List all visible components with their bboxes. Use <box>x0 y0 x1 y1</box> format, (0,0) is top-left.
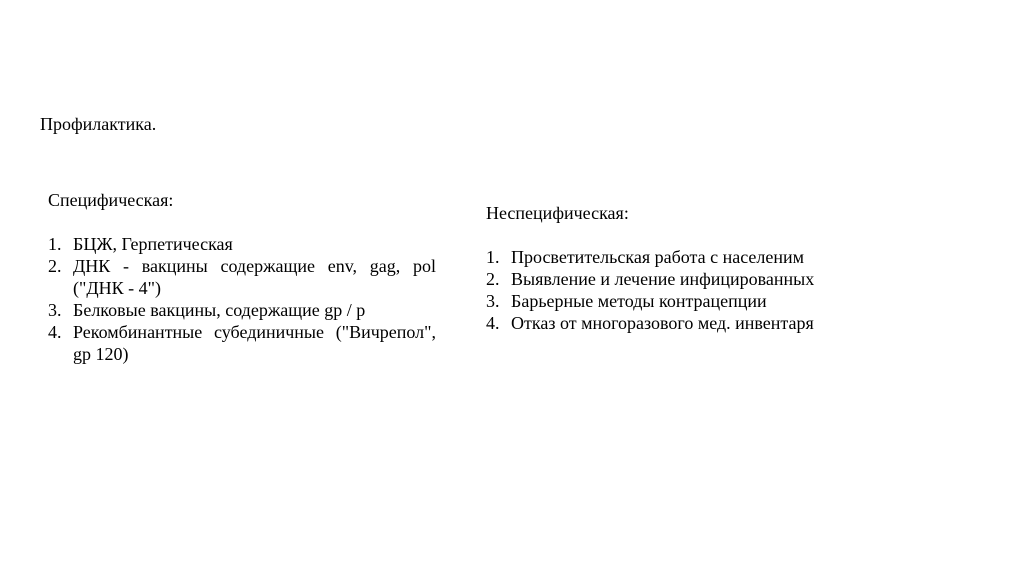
list-item-number: 1. <box>486 247 500 267</box>
list-item <box>48 255 436 299</box>
list-item-text: Просветительская работа с населеним <box>511 247 805 267</box>
list-item-number: 1. <box>48 234 62 254</box>
list-item-text: Барьерные методы контрацепции <box>511 291 767 311</box>
list-item <box>486 312 916 334</box>
specific-heading: Специфическая: <box>48 190 174 210</box>
list-item-number: 2. <box>486 269 500 289</box>
list-item-text: Белковые вакцины, содержащие gp / p <box>73 300 366 320</box>
list-item <box>486 290 916 312</box>
list-item-text: Выявление и лечение инфицированных <box>511 269 815 289</box>
list-item <box>48 233 436 255</box>
list-item-text: Отказ от многоразового мед. инвентаря <box>511 313 814 333</box>
nonspecific-prevention-section <box>486 202 916 334</box>
list-item-number: 4. <box>48 322 62 342</box>
list-item <box>48 321 436 365</box>
list-item-number: 3. <box>486 291 500 311</box>
list-item-text: Рекомбинантные субединичные ("Вичрепол", gp 120) <box>73 322 436 364</box>
list-item-text: ДНК - вакцины содержащие env, gag, pol ("ДНК - 4") <box>73 256 436 298</box>
nonspecific-heading: Неспецифическая: <box>486 203 629 223</box>
specific-prevention-section <box>48 189 436 365</box>
list-item-number: 3. <box>48 300 62 320</box>
list-item <box>486 268 916 290</box>
slide-title: Профилактика. <box>40 114 157 134</box>
list-item <box>48 299 436 321</box>
list-item-number: 4. <box>486 313 500 333</box>
list-item-number: 2. <box>48 256 62 276</box>
list-item <box>486 246 916 268</box>
specific-list <box>48 233 436 365</box>
list-item-text: БЦЖ, Герпетическая <box>73 234 233 254</box>
nonspecific-list <box>486 246 916 334</box>
